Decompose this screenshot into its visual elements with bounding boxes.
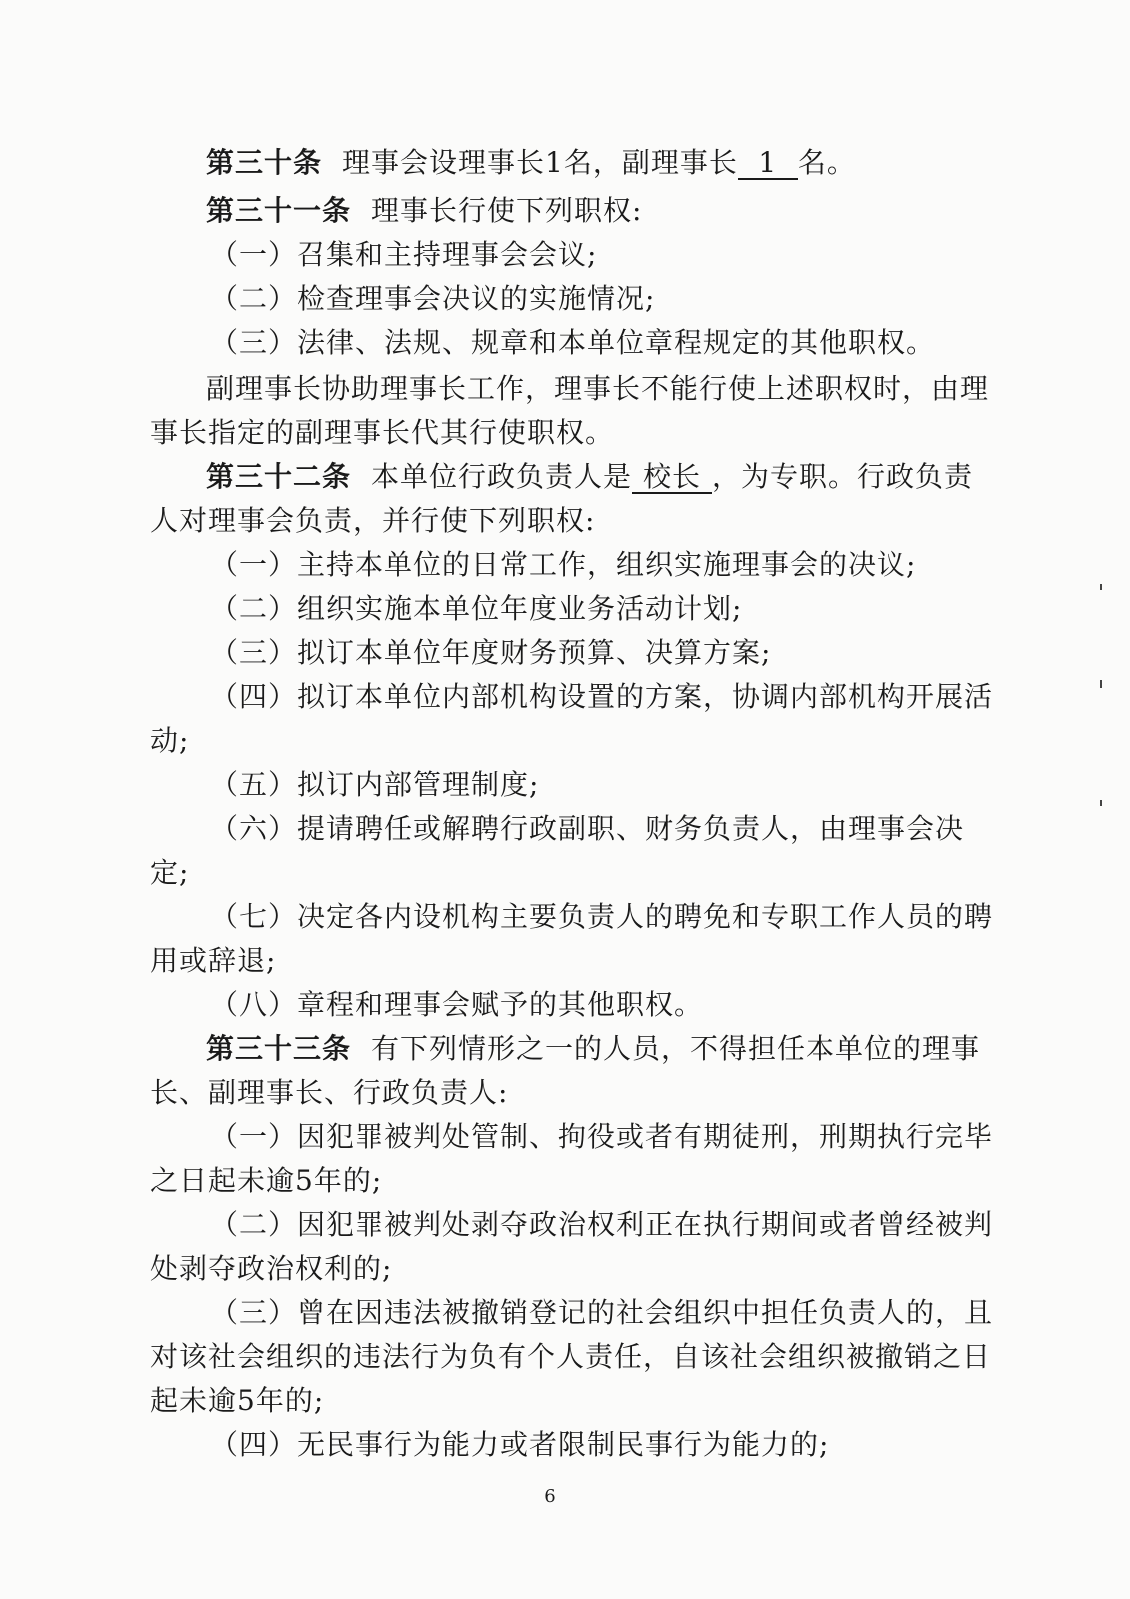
- article-30-text-before: 理事会设理事长1名，副理事长: [342, 146, 738, 179]
- article-32-item: （二）组织实施本单位年度业务活动计划;: [210, 592, 743, 625]
- article-33-item: （三）曾在因违法被撤销登记的社会组织中担任负责人的，且: [210, 1296, 994, 1329]
- article-33-line2: 长、副理事长、行政负责人:: [150, 1076, 509, 1109]
- article-30-blank-value: 1: [738, 148, 798, 180]
- article-31-heading: 第三十一条: [206, 194, 352, 227]
- article-33-heading: 第三十三条: [206, 1032, 352, 1065]
- article-31-note-line2: 事长指定的副理事长代其行使职权。: [150, 416, 615, 449]
- article-33-item-continuation: 对该社会组织的违法行为负有个人责任，自该社会组织被撤销之日: [150, 1340, 992, 1373]
- article-30-text-after: 名。: [797, 146, 856, 179]
- article-32-line2: 人对理事会负责，并行使下列职权:: [150, 504, 596, 537]
- article-32-item-continuation: 定;: [150, 856, 190, 889]
- article-33-item-continuation: 之日起未逾5年的;: [150, 1164, 383, 1197]
- article-32-item: （五）拟订内部管理制度;: [210, 768, 540, 801]
- article-32-text-after: ，为专职。行政负责: [712, 460, 974, 493]
- article-33-line: [206, 1032, 980, 1066]
- article-32-item: （八）章程和理事会赋予的其他职权。: [210, 988, 704, 1021]
- article-31-note-line1: 副理事长协助理事长工作，理事长不能行使上述职权时，由理: [206, 372, 990, 405]
- scan-edge-mark: [1100, 800, 1102, 806]
- article-32-text-before: 本单位行政负责人是: [371, 460, 633, 493]
- article-30-line: [206, 146, 856, 180]
- article-32-heading: 第三十二条: [206, 460, 352, 493]
- article-32-item: （四）拟订本单位内部机构设置的方案，协调内部机构开展活: [210, 680, 994, 713]
- article-32-item-continuation: 动;: [150, 724, 190, 757]
- article-33-item: （四）无民事行为能力或者限制民事行为能力的;: [210, 1428, 830, 1461]
- article-32-blank-value: 校长: [632, 462, 712, 494]
- article-31-line: [206, 194, 642, 228]
- article-32-line: [206, 460, 973, 494]
- article-32-item: （三）拟订本单位年度财务预算、决算方案;: [210, 636, 772, 669]
- article-32-item-continuation: 用或辞退;: [150, 944, 277, 977]
- article-33-item-continuation: 起未逾5年的;: [150, 1384, 325, 1417]
- article-30-heading: 第三十条: [206, 146, 323, 179]
- article-33-item: （一）因犯罪被判处管制、拘役或者有期徒刑，刑期执行完毕: [210, 1120, 994, 1153]
- article-31-text: 理事长行使下列职权:: [371, 194, 643, 227]
- article-31-item: （一）召集和主持理事会会议;: [210, 238, 598, 271]
- article-31-item: （三）法律、法规、规章和本单位章程规定的其他职权。: [210, 326, 936, 359]
- article-33-item-continuation: 处剥夺政治权利的;: [150, 1252, 393, 1285]
- article-33-item: （二）因犯罪被判处剥夺政治权利正在执行期间或者曾经被判: [210, 1208, 994, 1241]
- article-32-item: （七）决定各内设机构主要负责人的聘免和专职工作人员的聘: [210, 900, 994, 933]
- article-33-text: 有下列情形之一的人员，不得担任本单位的理事: [371, 1032, 981, 1065]
- article-31-item: （二）检查理事会决议的实施情况;: [210, 282, 656, 315]
- scan-edge-mark: [1100, 584, 1102, 590]
- article-32-item: （一）主持本单位的日常工作，组织实施理事会的决议;: [210, 548, 917, 581]
- page-number: 6: [544, 1486, 556, 1507]
- article-32-item: （六）提请聘任或解聘行政副职、财务负责人，由理事会决: [210, 812, 965, 845]
- scan-edge-mark: [1100, 680, 1102, 688]
